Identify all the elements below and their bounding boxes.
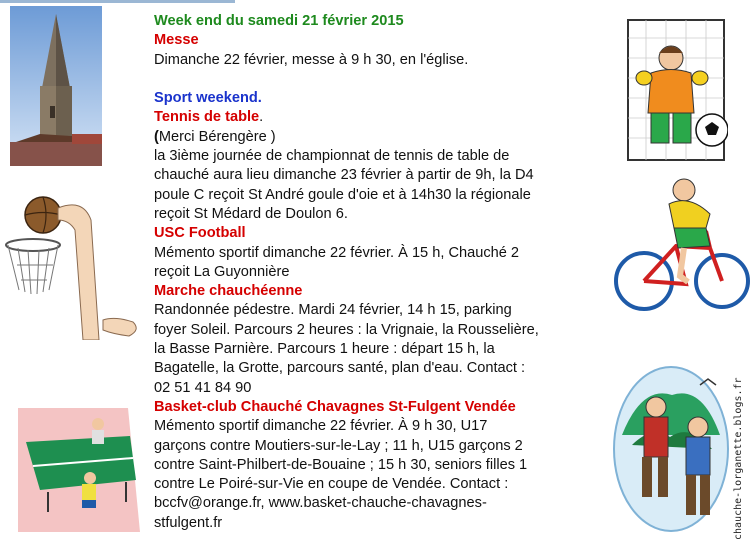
basketball-hoop-illustration xyxy=(3,190,143,340)
church-photo xyxy=(10,6,102,166)
goalkeeper-illustration xyxy=(626,18,728,163)
marche-line: foyer Soleil. Parcours 2 heures : la Vrignaie, la Rousselière, xyxy=(154,321,539,338)
usc-title: USC Football xyxy=(154,225,246,242)
hikers-illustration xyxy=(612,365,730,533)
tennis-title-period: . xyxy=(259,109,264,126)
cyclist-illustration xyxy=(614,176,750,316)
top-border-bar xyxy=(0,0,235,3)
tennis-line: reçoit St Médard de Doulon 6. xyxy=(154,205,348,222)
tennis-title: Tennis de table xyxy=(154,109,260,126)
marche-line: Randonnée pédestre. Mardi 24 février, 14 h 15, parking xyxy=(154,302,512,319)
basket-line: bccfv@orange.fr, www.basket-chauche-chavagnes- xyxy=(154,495,487,512)
thanks-text: Merci Bérengère ) xyxy=(158,128,276,145)
basket-line: stfulgent.fr xyxy=(154,514,223,531)
marche-line: 02 51 41 84 90 xyxy=(154,379,252,396)
messe-title: Messe xyxy=(154,32,199,49)
messe-text: Dimanche 22 février, messe à 9 h 30, en l'église. xyxy=(154,51,469,68)
thanks-line xyxy=(154,128,604,147)
basket-line: Mémento sportif dimanche 22 février. À 9 h 30, U17 xyxy=(154,418,488,435)
usc-line: Mémento sportif dimanche 22 février. À 15 h, Chauché 2 xyxy=(154,244,520,261)
tennis-line: poule C reçoit St André goule d'oie et à 14h30 la régionale xyxy=(154,186,531,203)
marche-line: Bagatelle, la Grotte, parcours santé, plan d'eau. Contact : xyxy=(154,360,526,377)
tennis-line: la 3ième journée de championnat de tennis de table de xyxy=(154,148,510,165)
basket-line: contre Le Poiré-sur-Vie en coupe de Vendée. Contact : xyxy=(154,476,509,493)
marche-line: la Basse Parnière. Parcours 1 heure : départ 15 h, la xyxy=(154,341,495,358)
thanks-open: ( xyxy=(154,128,159,145)
basket-line: garçons contre Moutiers-sur-le-Lay ; 11 h, U15 garçons 2 xyxy=(154,437,523,454)
sport-title: Sport weekend. xyxy=(154,90,262,107)
usc-line: reçoit La Guyonnière xyxy=(154,263,290,280)
table-tennis-illustration xyxy=(18,402,143,532)
spacer xyxy=(154,70,604,89)
basket-line: contre Saint-Philbert-de-Bouaine ; 15 h 30, seniors filles 1 xyxy=(154,456,528,473)
tennis-line: chauché aura lieu dimanche 23 février à partir de 9h, la D4 xyxy=(154,167,534,184)
tennis-title-row xyxy=(154,108,604,127)
watermark-url: chauche-lorganette.blogs.fr xyxy=(733,377,744,540)
marche-title: Marche chauchéenne xyxy=(154,283,303,300)
page-heading: Week end du samedi 21 février 2015 xyxy=(154,13,404,29)
basket-title: Basket-club Chauché Chavagnes St-Fulgent Vendée xyxy=(154,398,516,415)
main-text-column xyxy=(154,12,604,533)
